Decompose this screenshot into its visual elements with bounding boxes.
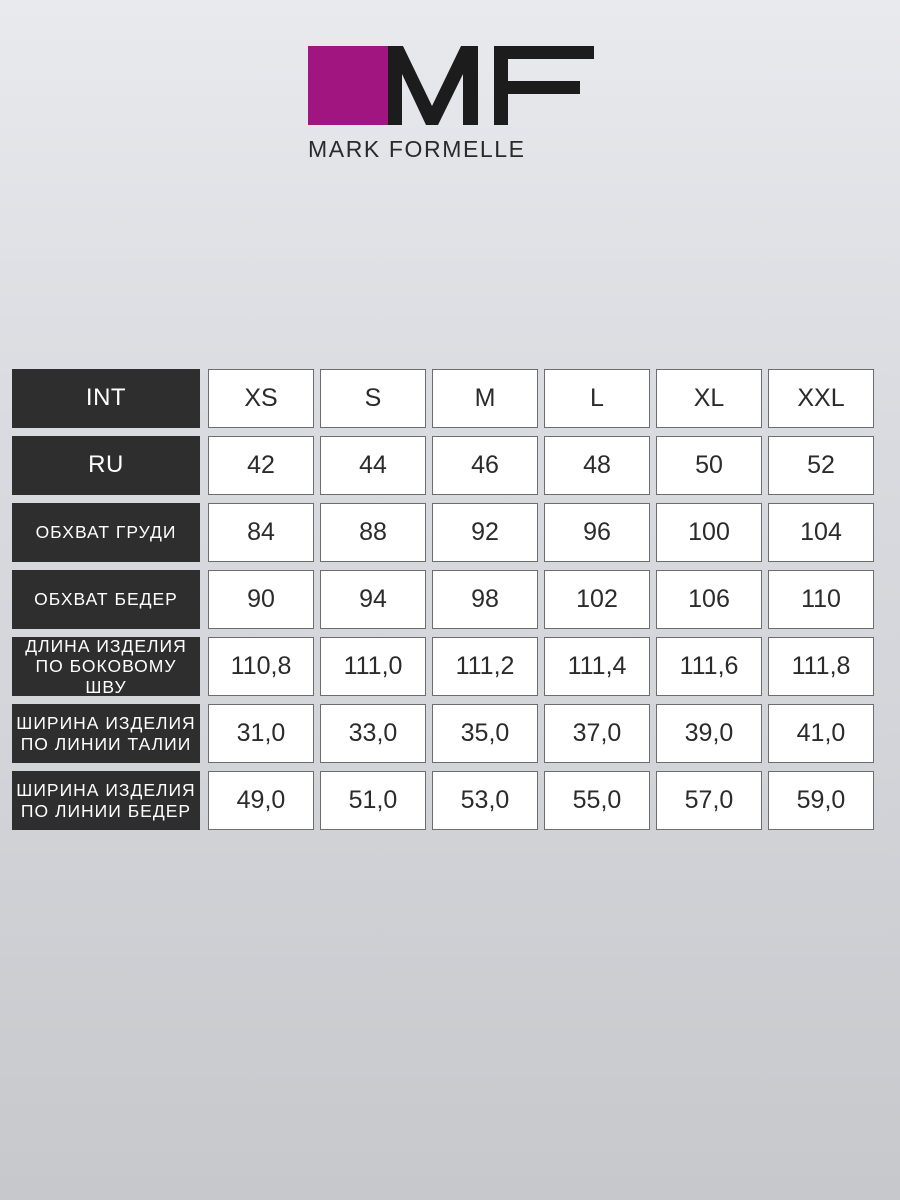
measurement-cell: 110,8 (208, 637, 314, 696)
row-header-chest: ОБХВАТ ГРУДИ (12, 503, 200, 562)
brand-logo (308, 44, 598, 164)
measurement-cell: 39,0 (656, 704, 762, 763)
measurement-cell: 111,0 (320, 637, 426, 696)
logo-letter-m (388, 46, 478, 125)
size-row-waist-width (12, 704, 888, 763)
row-header-line: ПО ЛИНИИ ТАЛИИ (20, 733, 192, 754)
measurement-cell: 41,0 (768, 704, 874, 763)
measurement-cell: 33,0 (320, 704, 426, 763)
row-header-hips: ОБХВАТ БЕДЕР (12, 570, 200, 629)
size-cell: 52 (768, 436, 874, 495)
measurement-cell: 84 (208, 503, 314, 562)
measurement-cell: 96 (544, 503, 650, 562)
size-row-chest (12, 503, 888, 562)
measurement-cell: 111,8 (768, 637, 874, 696)
size-row-int (12, 369, 888, 428)
measurement-cell: 49,0 (208, 771, 314, 830)
measurement-cell: 31,0 (208, 704, 314, 763)
size-cell: XS (208, 369, 314, 428)
measurement-cell: 53,0 (432, 771, 538, 830)
measurement-cell: 92 (432, 503, 538, 562)
size-cell: M (432, 369, 538, 428)
size-cell: 42 (208, 436, 314, 495)
measurement-cell: 37,0 (544, 704, 650, 763)
measurement-cell: 55,0 (544, 771, 650, 830)
measurement-cell: 94 (320, 570, 426, 629)
size-cell: S (320, 369, 426, 428)
size-row-ru (12, 436, 888, 495)
row-header-line: ШИРИНА ИЗДЕЛИЯ (16, 779, 196, 800)
row-header-hip-width (12, 771, 200, 830)
measurement-cell: 111,6 (656, 637, 762, 696)
measurement-cell: 100 (656, 503, 762, 562)
measurement-cell: 35,0 (432, 704, 538, 763)
measurement-cell: 102 (544, 570, 650, 629)
size-cell: 46 (432, 436, 538, 495)
size-cell: XXL (768, 369, 874, 428)
size-cell: L (544, 369, 650, 428)
measurement-cell: 51,0 (320, 771, 426, 830)
measurement-cell: 106 (656, 570, 762, 629)
measurement-cell: 88 (320, 503, 426, 562)
size-row-hip-width (12, 771, 888, 830)
measurement-cell: 111,4 (544, 637, 650, 696)
logo-letter-f (494, 46, 594, 125)
logo-accent-block (308, 46, 388, 125)
measurement-cell: 104 (768, 503, 874, 562)
measurement-cell: 110 (768, 570, 874, 629)
brand-name: MARK FORMELLE (308, 136, 526, 162)
measurement-cell: 57,0 (656, 771, 762, 830)
row-header-waist-width (12, 704, 200, 763)
row-header-line: ПО ЛИНИИ БЕДЕР (20, 800, 192, 821)
measurement-cell: 111,2 (432, 637, 538, 696)
row-header-line: ДЛИНА ИЗДЕЛИЯ (25, 635, 187, 656)
row-header-line: ШИРИНА ИЗДЕЛИЯ (16, 712, 196, 733)
measurement-cell: 98 (432, 570, 538, 629)
row-header-int: INT (12, 369, 200, 428)
size-cell: XL (656, 369, 762, 428)
size-cell: 48 (544, 436, 650, 495)
mf-monogram (308, 44, 598, 128)
size-row-hips (12, 570, 888, 629)
row-header-line: ПО БОКОВОМУ ШВУ (35, 656, 177, 697)
size-cell: 44 (320, 436, 426, 495)
size-row-side-length (12, 637, 888, 696)
measurement-cell: 59,0 (768, 771, 874, 830)
row-header-side-length (12, 637, 200, 696)
measurement-cell: 90 (208, 570, 314, 629)
size-cell: 50 (656, 436, 762, 495)
size-chart-table (12, 369, 888, 838)
row-header-ru: RU (12, 436, 200, 495)
